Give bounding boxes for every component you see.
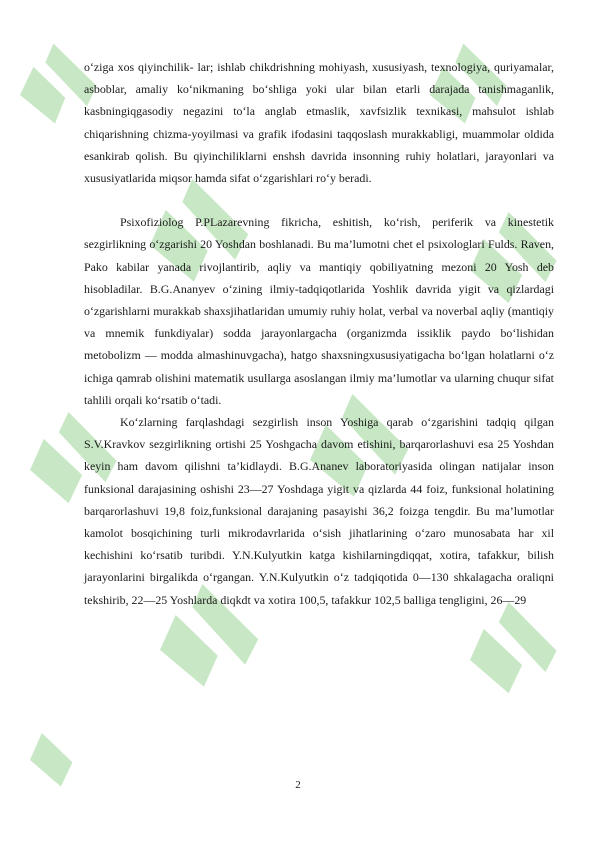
paragraph-1: o‘ziga xos qiyinchilik- lar; ishlab chikdrishning mohiyash, xususiyash, texnologiya, quriyamalar, asboblar, amaliy ko‘nikmaning bo‘shliga yoki ular bilan etarli darajada tanishmaganlik, kasbningiqgasodiy negazini to‘la anglab etmaslik, xavfsizlik texnikasi, mahsulot ishlab chiqarishning chizma-yoyilmasi va grafik ifodasini taqqoslash murakkabligi, muammolar oldida esankirab qolish. Bu qiyinchiliklarni enshsh davrida insonning ruhiy holatlari, jarayonlari va xususiyatlarida miqsor hamda sifat o‘zgarishlari ro‘y beradi. — [84, 60, 554, 186]
document-body — [84, 56, 554, 611]
paragraph-spacer — [84, 189, 554, 211]
paragraph-3: Ko‘zlarning farqlashdagi sezgirlish inson Yoshiga qarab o‘zgarishini tadqiq qilgan S.V.Kravkov sezgirlikning ortishi 25 Yoshgacha davom etishini, barqarorlashuvi esa 25 Yoshdan keyin ham davom qilishni ta’kidlaydi. B.G.Ananev laboratoriyasida olingan natijalar inson funksional darajasining oshishi 23—27 Yoshdaga yigit va qizlarda 44 foiz, funksional holatining barqarorlashuvi 19,8 foiz,funksional darajaning pasayishi 36,2 foizga tengdir. Bu ma’lumotlar kamolot bosqichining turli mikrodavrlarida o‘sish jihatlarining o‘zaro munosabata har xil kechishini ko‘rsatib turibdi. Y.N.Kulyutkin katga kishilarningdiqqat, xotira, tafakkur, bilish jarayonlarini birgalikda o‘rgangan. Y.N.Kulyutkin o‘z tadqiqotida 0—130 shkalagacha oraliqni tekshirib, 22—25 Yoshlarda diqkdt va xotira 100,5, tafakkur 102,5 balliga tengligini, 26—29 — [84, 415, 554, 607]
paragraph-2: Psixofiziolog P.PLazarevning fikricha, eshitish, ko‘rish, periferik va kinestetik sezgirlikning o‘zgarishi 20 Yoshdan boshlanadi. Bu ma’lumotni chet el psixologlari Fulds. Raven, Pako kabilar yanada rivojlantirib, aqliy va mantiqiy qobiliyatning mezoni 20 Yosh deb hisobladilar. B.G.Ananyev o‘zining ilmiy-tadqiqotlarida Yoshlik davrida yigit va qizlardagi o‘zgarishlarni murakkab shaxsjihatlaridan umumiy ruhiy holat, verbal va noverbal aqliy (mantiqiy va mnemik funkdiyalar) sodda jarayonlargacha (organizmda issiklik paydo bo‘lishidan metobolizm — modda almashinuvgacha), hatgo shaxsningxususiyatigacha bo‘lgan holatlarni o‘z ichiga qamrab olishini matematik usullarga asoslangan ilmiy ma’lumotlar va ularning chuqur sifat tahlili orqali ko‘rsatib o‘tadi. — [84, 215, 554, 407]
page-number: 2 — [295, 779, 301, 791]
